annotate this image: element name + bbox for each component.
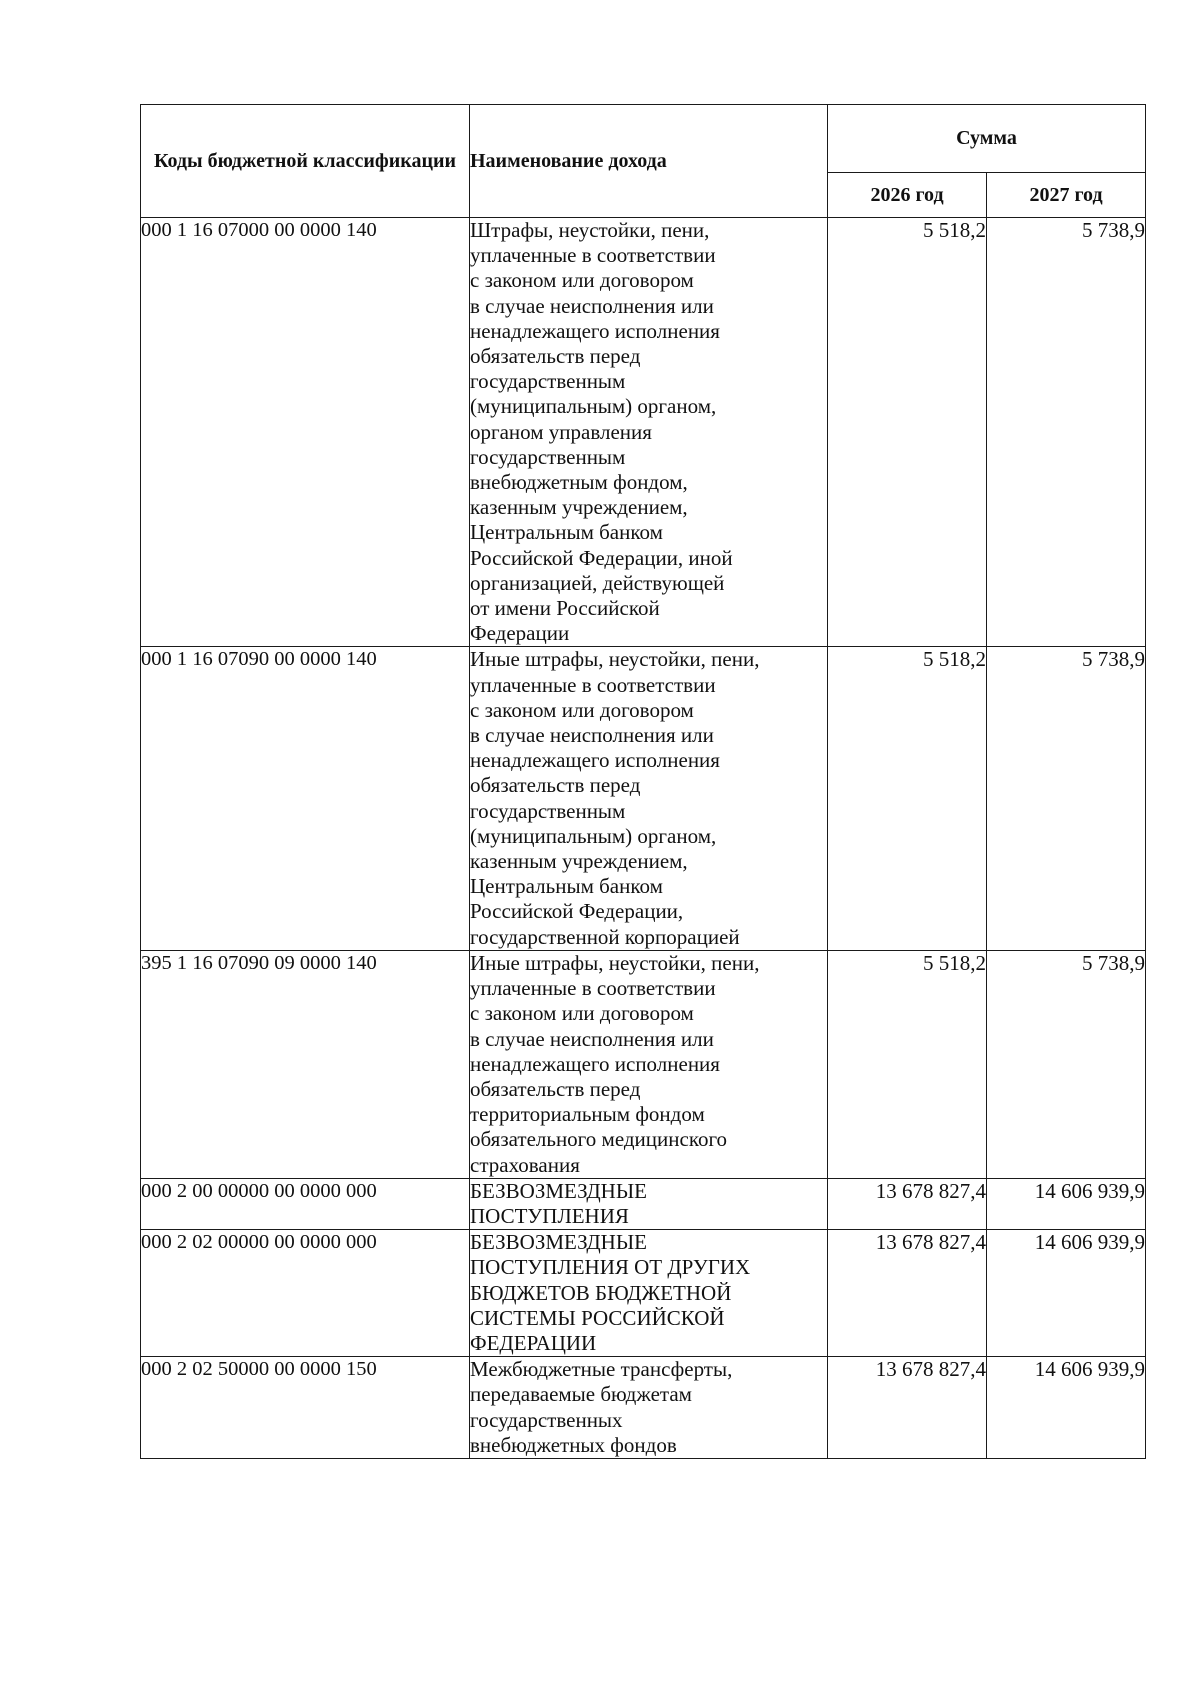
revenue-name-line: (муниципальным) органом, [470,394,717,419]
revenue-name-line: государственным [470,798,626,823]
revenue-name-cell [470,950,828,1178]
budget-code-cell: 000 2 00 00000 00 0000 000 [141,1178,470,1229]
table-body [141,218,1146,1459]
amount-2027-cell: 5 738,9 [987,647,1146,950]
revenue-name-line: ПОСТУПЛЕНИЯ ОТ ДРУГИХ [470,1255,751,1280]
revenue-name-line: уплаченные в соответствии [470,243,716,268]
amount-2026-cell: 13 678 827,4 [828,1357,987,1459]
revenue-name-line: уплаченные в соответствии [470,976,716,1001]
budget-revenue-table [140,104,1146,1459]
revenue-name-line: организацией, действующей [470,570,725,595]
revenue-name-line: передаваемые бюджетам [470,1382,692,1407]
table-row [141,1230,1146,1357]
revenue-name-cell [470,1230,828,1357]
header-name: Наименование дохода [470,105,828,218]
revenue-name-line: обязательств перед [470,1076,641,1101]
amount-2026-cell: 5 518,2 [828,218,987,647]
header-year-2027: 2027 год [987,172,1146,217]
revenue-name-cell [470,647,828,950]
revenue-name-line: с законом или договором [470,268,694,293]
table-row [141,647,1146,950]
revenue-name-line: в случае неисполнения или [470,293,714,318]
revenue-name-line: Иные штрафы, неустойки, пени, [470,647,760,672]
budget-code-cell: 000 2 02 00000 00 0000 000 [141,1230,470,1357]
table-row [141,1357,1146,1459]
header-year-2026: 2026 год [828,172,987,217]
header-sum: Сумма [828,105,1146,173]
revenue-name-line: Иные штрафы, неустойки, пени, [470,950,760,975]
amount-2026-cell: 13 678 827,4 [828,1178,987,1229]
header-codes: Коды бюджетной классификации [141,105,470,218]
revenue-name-line: обязательств перед [470,344,641,369]
revenue-name-line: органом управления [470,419,652,444]
amount-2026-cell: 5 518,2 [828,950,987,1178]
amount-2026-cell: 13 678 827,4 [828,1230,987,1357]
revenue-name-line: Центральным банком [470,874,663,899]
budget-code-cell: 000 1 16 07000 00 0000 140 [141,218,470,647]
revenue-name-line: обязательного медицинского [470,1127,728,1152]
revenue-name-line: ненадлежащего исполнения [470,748,720,773]
revenue-name-line: уплаченные в соответствии [470,672,716,697]
revenue-name-line: с законом или договором [470,1001,694,1026]
revenue-name-line: с законом или договором [470,697,694,722]
revenue-name-line: БЕЗВОЗМЕЗДНЫЕ [470,1178,647,1203]
amount-2027-cell: 5 738,9 [987,218,1146,647]
revenue-name-line: обязательств перед [470,773,641,798]
table-row [141,1178,1146,1229]
budget-code-cell: 000 2 02 50000 00 0000 150 [141,1357,470,1459]
revenue-name-line: Межбюджетные трансферты, [470,1357,733,1382]
revenue-name-line: территориальным фондом [470,1102,705,1127]
revenue-name-line: государственных [470,1407,623,1432]
revenue-name-line: в случае неисполнения или [470,723,714,748]
revenue-name-line: (муниципальным) органом, [470,823,717,848]
revenue-name-line: БЮДЖЕТОВ БЮДЖЕТНОЙ [470,1280,732,1305]
revenue-name-line: БЕЗВОЗМЕЗДНЫЕ [470,1230,647,1255]
revenue-name-line: государственной корпорацией [470,924,740,949]
revenue-name-line: государственным [470,369,626,394]
revenue-name-line: государственным [470,444,626,469]
revenue-name-cell [470,1357,828,1459]
amount-2026-cell: 5 518,2 [828,647,987,950]
revenue-name-line: Российской Федерации, [470,899,684,924]
revenue-name-cell [470,1178,828,1229]
amount-2027-cell: 14 606 939,9 [987,1230,1146,1357]
budget-code-cell: 000 1 16 07090 00 0000 140 [141,647,470,950]
revenue-name-line: Федерации [470,621,570,646]
revenue-name-line: Штрафы, неустойки, пени, [470,218,710,242]
revenue-name-line: в случае неисполнения или [470,1026,714,1051]
table-row [141,218,1146,647]
revenue-name-line: Российской Федерации, иной [470,545,733,570]
table-header [141,105,1146,218]
revenue-name-line: от имени Российской [470,596,660,621]
revenue-name-line: Центральным банком [470,520,663,545]
revenue-name-line: ненадлежащего исполнения [470,318,720,343]
revenue-name-line: ПОСТУПЛЕНИЯ [470,1203,629,1228]
revenue-name-line: СИСТЕМЫ РОССИЙСКОЙ [470,1305,725,1330]
revenue-name-line: ФЕДЕРАЦИИ [470,1330,597,1355]
revenue-name-line: внебюджетным фондом, [470,470,688,495]
revenue-name-line: внебюджетных фондов [470,1432,677,1457]
revenue-name-line: страхования [470,1152,580,1177]
amount-2027-cell: 14 606 939,9 [987,1357,1146,1459]
revenue-name-cell [470,218,828,647]
amount-2027-cell: 14 606 939,9 [987,1178,1146,1229]
budget-code-cell: 395 1 16 07090 09 0000 140 [141,950,470,1178]
table-row [141,950,1146,1178]
amount-2027-cell: 5 738,9 [987,950,1146,1178]
revenue-name-line: ненадлежащего исполнения [470,1051,720,1076]
revenue-name-line: казенным учреждением, [470,495,688,520]
revenue-name-line: казенным учреждением, [470,849,688,874]
